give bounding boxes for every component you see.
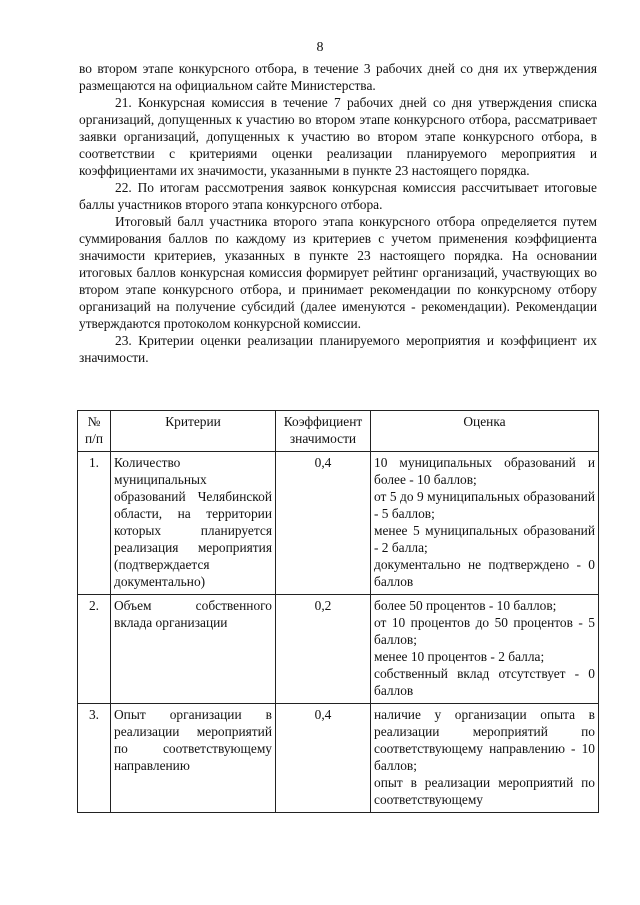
row-score	[371, 704, 599, 813]
header-num: № п/п	[78, 411, 111, 452]
body-text	[79, 60, 597, 366]
paragraph: во втором этапе конкурсного отбора, в течение 3 рабочих дней со дня их утверждения размещаются на официальном сайте Министерства.	[79, 61, 597, 93]
paragraph: 22. По итогам рассмотрения заявок конкурсная комиссия рассчитывает итоговые баллы участников второго этапа конкурсного отбора.	[79, 180, 597, 212]
paragraph: 21. Конкурсная комиссия в течение 7 рабочих дней со дня утверждения списка организаций, допущенных к участию во втором этапе конкурсного отбора, рассматривает заявки организаций, допущенных к участию во втором этапе конкурсного отбора, в соответствии с критериями оценки реализации планируемого мероприятия и коэффициентами их значимости, указанными в пункте 23 настоящего порядка.	[79, 95, 597, 178]
score-line: наличие у организации опыта в реализации мероприятий по соответствующему направлению - 10 баллов;	[374, 707, 595, 773]
score-line: опыт в реализации мероприятий по соответствующему	[374, 775, 595, 807]
row-coefficient: 0,4	[276, 704, 371, 813]
row-criteria: Объем собственного вклада организации	[111, 595, 276, 704]
header-coefficient: Коэффициент значимости	[276, 411, 371, 452]
paragraph: 23. Критерии оценки реализации планируемого мероприятия и коэффициент их значимости.	[79, 333, 597, 365]
score-line: документально не подтверждено - 0 баллов	[374, 557, 595, 589]
row-num: 1.	[78, 452, 111, 595]
row-coefficient: 0,2	[276, 595, 371, 704]
score-line: менее 5 муниципальных образований - 2 балла;	[374, 523, 595, 555]
paragraph: Итоговый балл участника второго этапа конкурсного отбора определяется путем суммирования баллов по каждому из критериев с учетом применения коэффициента значимости критериев, указанных в пункте 23 настоящего порядка. На основании итоговых баллов конкурсная комиссия формирует рейтинг организаций, участвующих во втором этапе конкурсного отбора, и принимает рекомендации по конкурсному отбору организаций на получение субсидий (далее именуются - рекомендации). Рекомендации утверждаются протоколом конкурсной комиссии.	[79, 214, 597, 331]
criteria-table	[77, 410, 599, 813]
table-row	[78, 704, 599, 813]
header-score: Оценка	[371, 411, 599, 452]
row-num: 3.	[78, 704, 111, 813]
table-header-row	[78, 411, 599, 452]
row-score	[371, 595, 599, 704]
score-line: собственный вклад отсутствует - 0 баллов	[374, 666, 595, 698]
score-line: менее 10 процентов - 2 балла;	[374, 649, 545, 664]
row-criteria: Опыт организации в реализации мероприятий по соответствующему направлению	[111, 704, 276, 813]
score-line: от 10 процентов до 50 процентов - 5 баллов;	[374, 615, 595, 647]
row-score	[371, 452, 599, 595]
score-line: 10 муниципальных образований и более - 10 баллов;	[374, 455, 595, 487]
table-row	[78, 452, 599, 595]
row-criteria: Количество муниципальных образований Челябинской области, на территории которых планируется реализация мероприятия (подтверждается документально)	[111, 452, 276, 595]
header-criteria: Критерии	[111, 411, 276, 452]
score-line: более 50 процентов - 10 баллов;	[374, 598, 557, 613]
table-row	[78, 595, 599, 704]
page-number: 8	[316, 40, 324, 55]
row-coefficient: 0,4	[276, 452, 371, 595]
score-line: от 5 до 9 муниципальных образований - 5 баллов;	[374, 489, 595, 521]
row-num: 2.	[78, 595, 111, 704]
